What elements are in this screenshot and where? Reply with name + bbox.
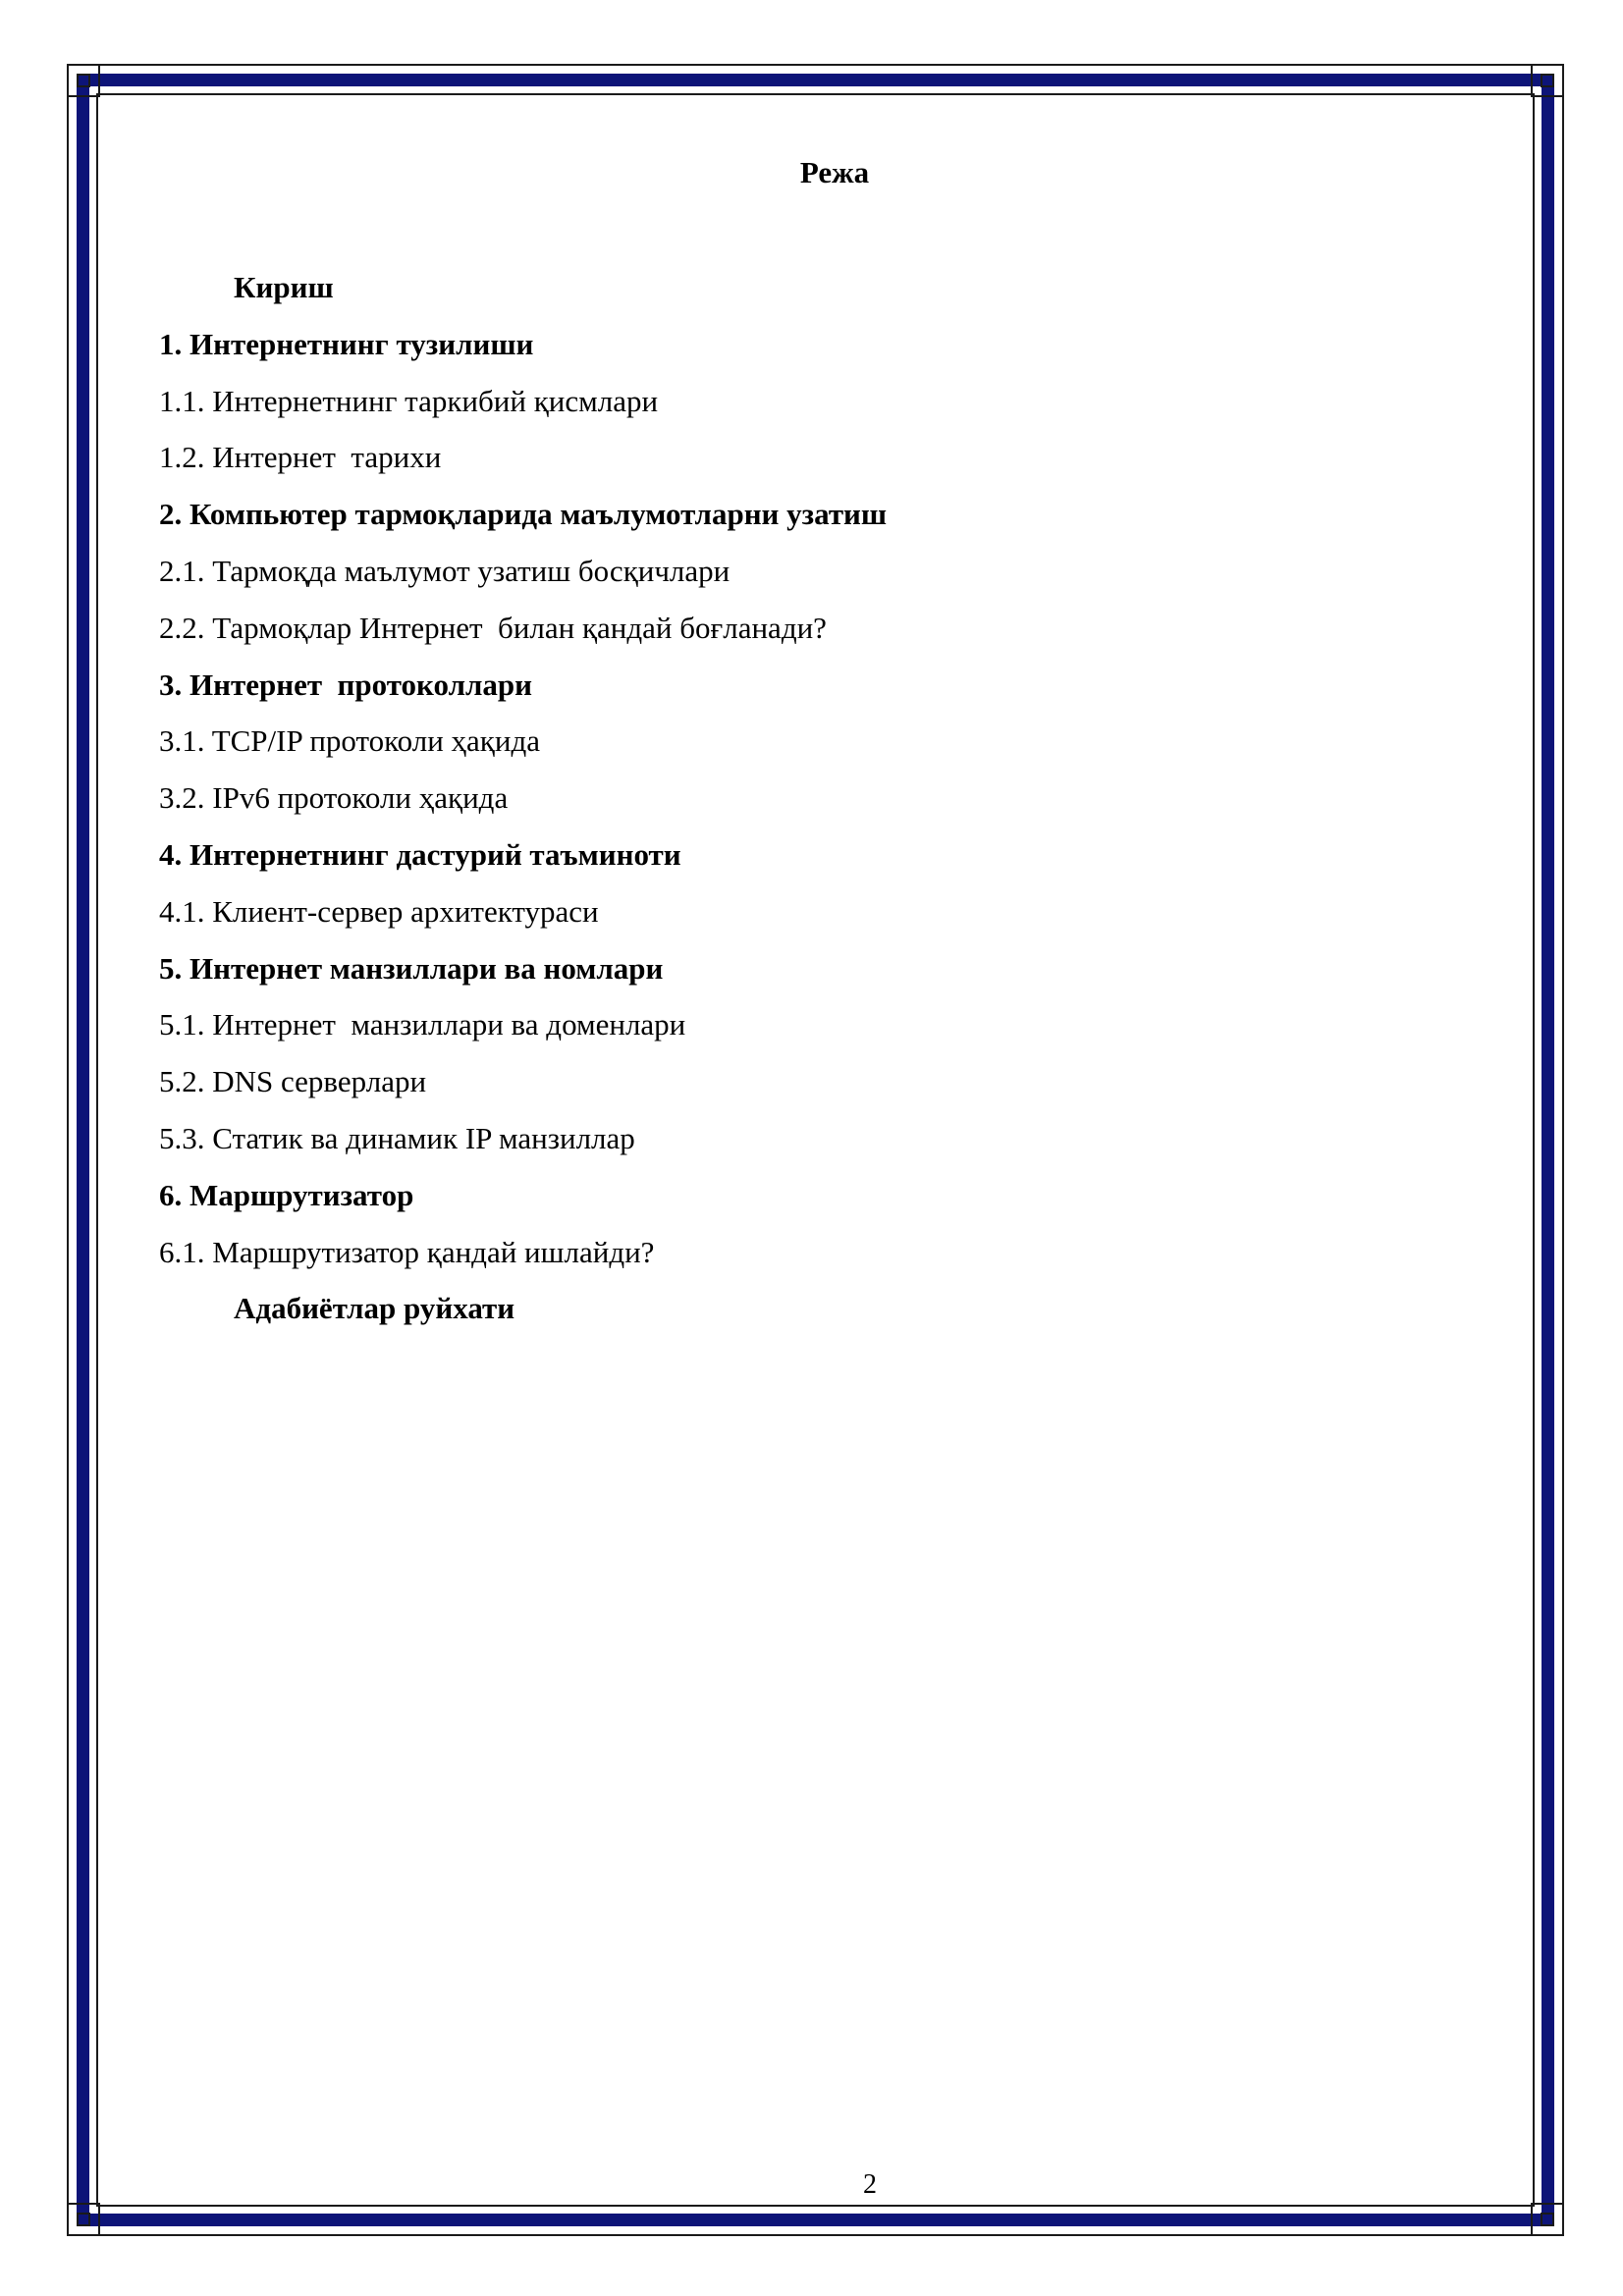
toc-entry: 4. Интернетнинг дастурий таъминоти: [159, 836, 681, 872]
toc-entry: 5.3. Статик ва динамик IP манзиллар: [159, 1120, 635, 1155]
toc-entry: 3.1. TCP/IP протоколи ҳақида: [159, 723, 540, 759]
corner-ornament-bottom-left: [67, 2203, 100, 2236]
table-of-contents: [159, 267, 1485, 1345]
corner-ornament-top-left: [67, 64, 100, 97]
toc-entry: 3.2. IPv6 протоколи ҳақида: [159, 780, 509, 816]
page-number: 2: [863, 2169, 877, 2193]
toc-entry: 6.1. Маршрутизатор қандай ишлайди?: [159, 1234, 655, 1269]
toc-entry: 2.2. Тармоқлар Интернет билан қандай боғланади?: [159, 610, 827, 645]
toc-entry: Кириш: [234, 270, 334, 304]
toc-entry: 1. Интернетнинг тузилиши: [159, 326, 534, 361]
toc-entry: 5. Интернет манзиллари ва номлари: [159, 950, 664, 986]
toc-entry: 1.2. Интернет тарихи: [159, 440, 442, 475]
page-title: Режа: [799, 155, 870, 189]
toc-entry: Адабиётлар руйхати: [234, 1291, 515, 1326]
toc-entry: 5.2. DNS серверлари: [159, 1064, 427, 1099]
toc-entry: 4.1. Клиент-сервер архитектураси: [159, 893, 599, 929]
toc-entry: 2.1. Тармоқда маълумот узатиш босқичлари: [159, 553, 730, 588]
toc-entry: 2. Компьютер тармоқларида маълумотларни узатиш: [159, 497, 888, 532]
toc-entry: 3. Интернет протоколлари: [159, 667, 532, 702]
toc-entry: 1.1. Интернетнинг таркибий қисмлари: [159, 383, 659, 418]
corner-ornament-bottom-right: [1531, 2203, 1564, 2236]
toc-entry: 5.1. Интернет манзиллари ва доменлари: [159, 1007, 686, 1042]
corner-ornament-top-right: [1531, 64, 1564, 97]
toc-entry: 6. Маршрутизатор: [159, 1177, 414, 1212]
